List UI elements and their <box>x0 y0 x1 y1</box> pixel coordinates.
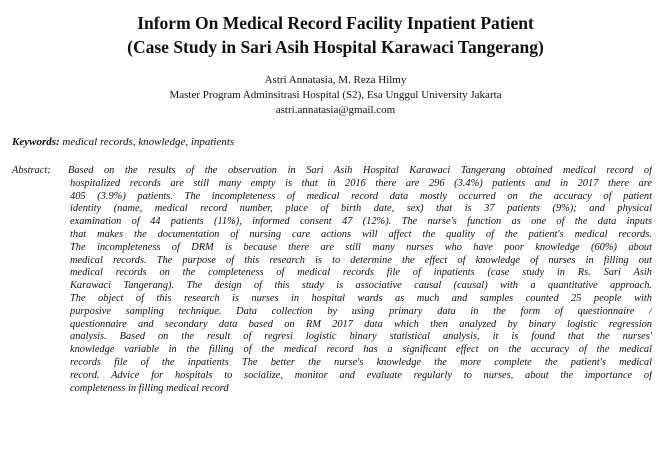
abstract-line: records file of the inpatients The better the nurse's knowledge the more complete the patient's medical <box>70 356 652 368</box>
abstract-label: Abstract: <box>12 165 51 176</box>
abstract-line: hospitalized records are still many empty is that in 2016 there are 296 (3.4%) patients and in 2017 there are <box>70 177 652 189</box>
abstract-line: knowledge variable in the filling of the medical record has a significant effect on the accuracy of the medical <box>70 344 652 356</box>
abstract-line: The object of this research is nurses in hospital wards as much and samples counted 25 people with <box>70 292 652 304</box>
abstract-line: identity (name, medical record number, place of birth date, sex) that is 37 patients (9%); and physical <box>70 203 652 215</box>
abstract-line: analysis. Based on the result of regresi logistic binary statistical analysis, it is found that the nurses' <box>70 331 652 343</box>
abstract-line: medical records. The purpose of this research is to determine the effect of knowledge of nurses in filling out <box>70 254 652 266</box>
author-email: astri.annatasia@gmail.com <box>275 104 396 116</box>
keywords-text: medical records, knowledge, inpatients <box>59 136 235 148</box>
author-affiliation: Master Program Adminsitrasi Hospital (S2), Esa Unggul University Jakarta <box>169 89 502 101</box>
abstract-line: record. Advice for hospitals to socialize, monitor and evaluate regularly to nurses, about the importance of <box>70 369 652 381</box>
author-names: Astri Annatasia, M. Reza Hilmy <box>264 74 407 86</box>
abstract-line: The incompleteness of DRM is because there are still many nurses who have poor knowledge (60%) about <box>70 241 652 253</box>
abstract-line: medical records on the completeness of medical records file of inpatients (case study in Rs. Sari Asih <box>70 267 652 279</box>
keywords-section <box>12 135 234 149</box>
abstract-line: examination of 44 patients (11%), informed consent 47 (12%). The nurse's function as one of the data inputs <box>70 216 652 228</box>
abstract-section <box>12 165 652 395</box>
abstract-line: completeness in filling medical record <box>70 382 229 394</box>
abstract-line: purposive sampling technique. Data collection by using primary data in the form of questionnaire / <box>70 305 652 317</box>
abstract-line: Based on the results of the observation in Sari Asih Hospital Karawaci Tangerang obtained medical record of <box>68 165 652 176</box>
abstract-line: 405 (3.9%) patients. The incompleteness of medical record data mostly occurred on the accuracy of patient <box>70 190 652 202</box>
abstract-line: Karawaci Tangerang). The design of this study is associative causal (causal) with a quantitative approach. <box>70 280 652 292</box>
abstract-line: that makes the documentation of nursing care actions will affect the quality of the patient's medical records. <box>70 228 652 240</box>
paper-title-line-1: Inform On Medical Record Facility Inpatient Patient <box>137 13 534 33</box>
abstract-line: questionnaire and secondary data based on RM 2017 data which then analyzed by binary logistic regression <box>70 318 652 330</box>
paper-title-line-2: (Case Study in Sari Asih Hospital Karawaci Tangerang) <box>127 37 544 57</box>
keywords-label: Keywords: <box>12 136 60 148</box>
